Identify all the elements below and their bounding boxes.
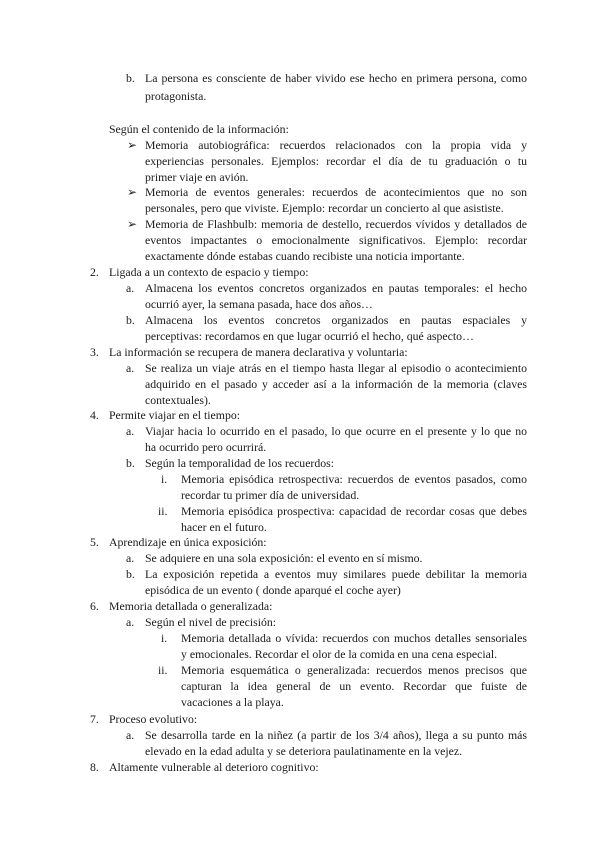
text-line: contextuales). bbox=[145, 393, 211, 407]
text-line: episódica de un evento ( donde aparqué el coche ayer) bbox=[145, 583, 401, 597]
text-line: exactamente dónde estabas cuando recibiste una noticia importante. bbox=[145, 249, 465, 263]
sub-marker: a. bbox=[126, 615, 135, 629]
text-line: protagonista. bbox=[145, 89, 207, 103]
text-line: ha ocurrido pero ocurrirá. bbox=[145, 440, 267, 454]
text-line: La exposición repetida a eventos muy similares puede debilitar la memoria bbox=[145, 567, 527, 581]
text-line: Memoria esquemática o generalizada: recuerdos menos precisos que bbox=[181, 663, 527, 677]
item-title: La información se recupera de manera declarativa y voluntaria: bbox=[109, 345, 408, 359]
text-line: Según la temporalidad de los recuerdos: bbox=[145, 456, 335, 470]
text-line: capturan la idea general de un evento. Recordar que fuiste de bbox=[181, 679, 527, 693]
item-title: Permite viajar en el tiempo: bbox=[109, 408, 241, 422]
roman-marker: ii. bbox=[158, 504, 168, 518]
text-line: vacaciones a la playa. bbox=[181, 695, 284, 709]
sub-marker: a. bbox=[126, 361, 135, 375]
roman-marker: ii. bbox=[158, 663, 168, 677]
text-line: adquirido en el pasado y acceder así a la información de la memoria (claves bbox=[145, 377, 527, 391]
text-line: Viajar hacia lo ocurrido en el pasado, lo que ocurre en el presente y lo que no bbox=[145, 424, 527, 438]
item-number: 2. bbox=[90, 265, 99, 279]
text-line: Memoria de eventos generales: recuerdos de acontecimientos que no son bbox=[145, 185, 527, 199]
text-line: y emocionales. Recordar el olor de la comida en una cena especial. bbox=[181, 647, 498, 661]
roman-marker: i. bbox=[161, 631, 168, 645]
item-number: 4. bbox=[90, 408, 99, 422]
sub-marker: a. bbox=[126, 424, 135, 438]
roman-marker: i. bbox=[161, 472, 168, 486]
text-line: personales, pero que viviste. Ejemplo: recordar un concierto al que asististe. bbox=[145, 201, 504, 215]
arrow-bullet-icon: ➢ bbox=[127, 138, 137, 152]
text-line: Memoria episódica prospectiva: capacidad de recordar cosas que debes bbox=[181, 504, 527, 518]
item-title: Ligada a un contexto de espacio y tiempo: bbox=[109, 265, 309, 279]
text-line: Se desarrolla tarde en la niñez (a partir de los 3/4 años), llega a su punto más bbox=[145, 728, 527, 742]
arrow-bullet-icon: ➢ bbox=[127, 217, 137, 231]
text-line: Almacena los eventos concretos organizados en pautas temporales: el hecho bbox=[145, 281, 527, 295]
text-line: Memoria de Flashbulb: memoria de destello, recuerdos vívidos y detallados de bbox=[145, 217, 527, 231]
item-number: 7. bbox=[90, 712, 99, 726]
text-line: ocurrió ayer, la semana pasada, hace dos años… bbox=[145, 297, 373, 311]
text-line: elevado en la edad adulta y se deteriora paulatinamente en la vejez. bbox=[145, 744, 463, 758]
text-line: Se realiza un viaje atrás en el tiempo hasta llegar al episodio o acontecimiento bbox=[145, 361, 527, 375]
item-title: Memoria detallada o generalizada: bbox=[109, 599, 273, 613]
sub-marker: b. bbox=[126, 71, 135, 85]
text-line: Memoria detallada o vívida: recuerdos con muchos detalles sensoriales bbox=[181, 631, 527, 645]
item-title: Aprendizaje en única exposición: bbox=[109, 535, 267, 549]
text-line: Almacena los eventos concretos organizados en pautas espaciales y bbox=[145, 313, 527, 327]
text-line: recordar tu primer día de universidad. bbox=[181, 488, 360, 502]
text-line: Memoria episódica retrospectiva: recuerdos de eventos pasados, como bbox=[181, 472, 527, 486]
arrow-bullet-icon: ➢ bbox=[127, 185, 137, 199]
text-line: Según el nivel de precisión: bbox=[145, 615, 277, 629]
text-line: primer viaje en avión. bbox=[145, 170, 249, 184]
sub-marker: a. bbox=[126, 281, 135, 295]
sub-marker: b. bbox=[126, 567, 135, 581]
section-heading: Según el contenido de la información: bbox=[109, 122, 289, 136]
text-line: eventos impactantes o emocionalmente significativos. Ejemplo: recordar bbox=[145, 233, 527, 247]
sub-marker: a. bbox=[126, 551, 135, 565]
text-line: La persona es consciente de haber vivido ese hecho en primera persona, como bbox=[145, 71, 527, 85]
item-title: Proceso evolutivo: bbox=[109, 712, 198, 726]
sub-marker: b. bbox=[126, 456, 135, 470]
text-line: hacer en el futuro. bbox=[181, 520, 267, 534]
item-number: 8. bbox=[90, 760, 99, 774]
sub-marker: a. bbox=[126, 728, 135, 742]
sub-marker: b. bbox=[126, 313, 135, 327]
item-number: 3. bbox=[90, 345, 99, 359]
item-number: 5. bbox=[90, 535, 99, 549]
text-line: experiencias personales. Ejemplos: recordar el día de tu graduación o tu bbox=[145, 154, 527, 168]
text-line: perceptivas: recordamos en que lugar ocurrió el hecho, qué aspecto… bbox=[145, 329, 474, 343]
text-line: Memoria autobiográfica: recuerdos relacionados con la propia vida y bbox=[145, 138, 527, 152]
item-title: Altamente vulnerable al deterioro cognitivo: bbox=[109, 760, 319, 774]
item-number: 6. bbox=[90, 599, 99, 613]
text-line: Se adquiere en una sola exposición: el evento en sí mismo. bbox=[145, 551, 423, 565]
